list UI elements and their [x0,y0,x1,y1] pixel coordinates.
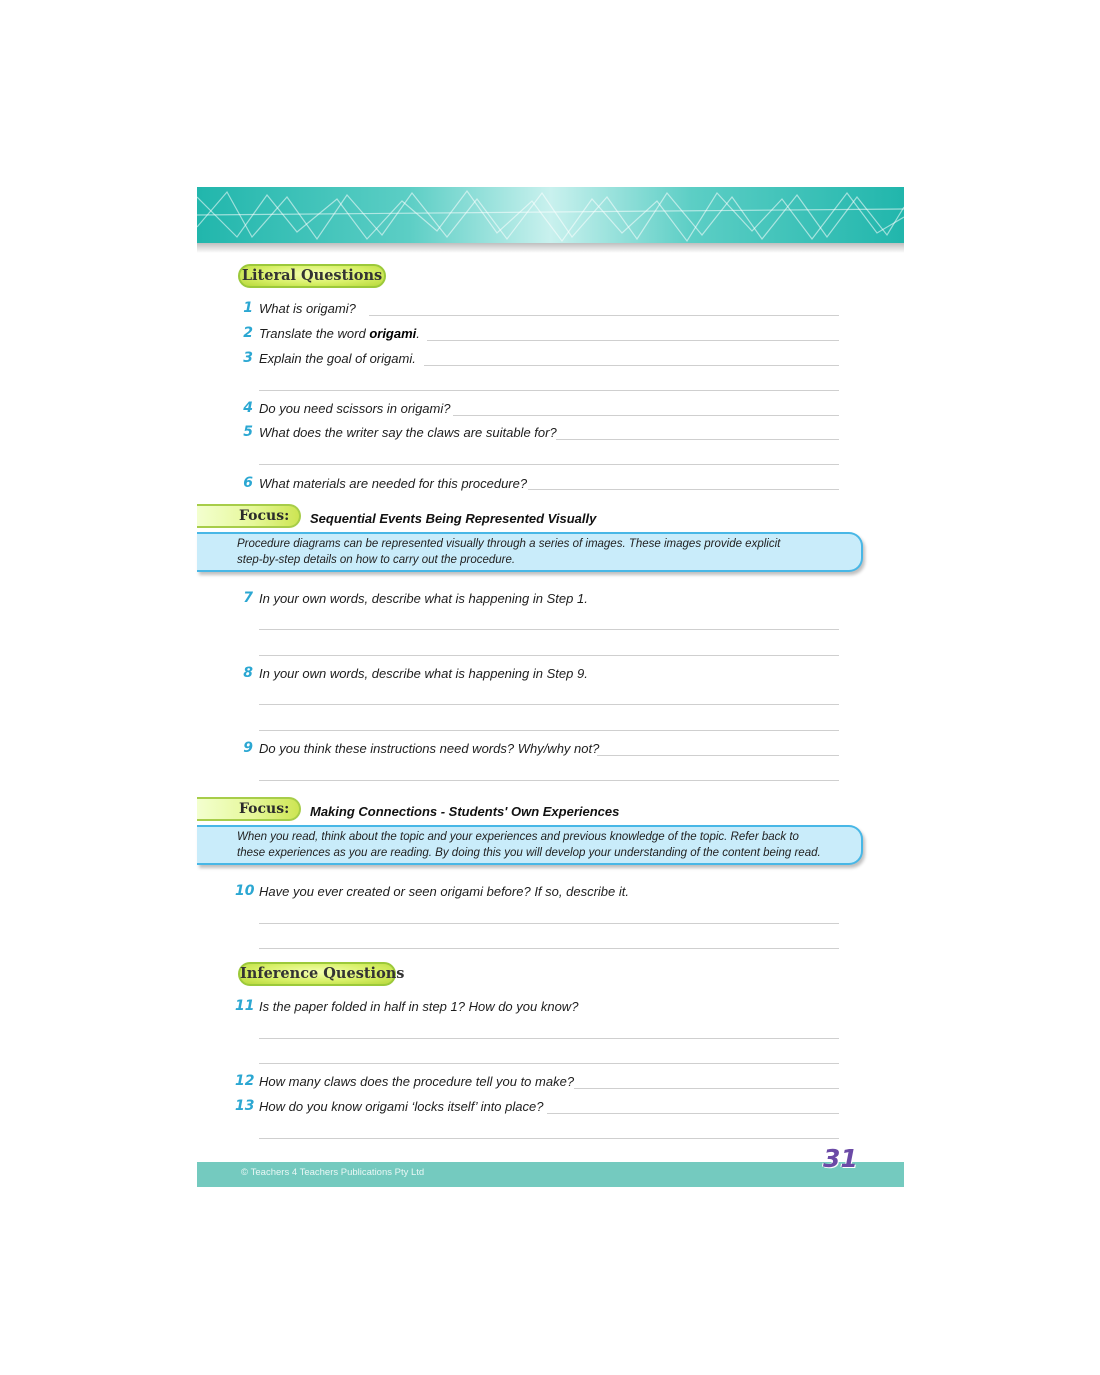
focus-label-2: Focus: [197,797,301,821]
answer-line-7b[interactable] [259,655,839,656]
question-number: 12 [235,1073,255,1089]
answer-line-12[interactable] [574,1088,839,1089]
question-number: 4 [243,400,253,416]
worksheet-page [197,187,904,1187]
answer-line-2[interactable] [427,340,839,341]
question-number: 3 [243,350,253,366]
question-text: What is origami? [259,301,356,316]
answer-line-7a[interactable] [259,629,839,630]
question-text [259,326,420,341]
question-number: 9 [243,740,253,756]
literal-questions-heading: Literal Questions [238,264,386,288]
question-number: 8 [243,665,253,681]
focus-text-2 [237,829,821,861]
question-text-part: Translate the word [259,326,370,341]
focus-box-2 [197,825,863,865]
answer-line-3b[interactable] [259,390,839,391]
answer-line-3a[interactable] [424,365,839,366]
question-text: Have you ever created or seen origami before? If so, describe it. [259,884,629,899]
answer-line-9a[interactable] [597,755,839,756]
question-text: What materials are needed for this procedure? [259,476,528,491]
focus-text-line: step-by-step details on how to carry out the procedure. [237,554,516,566]
answer-line-5a[interactable] [556,439,839,440]
answer-line-4[interactable] [453,415,839,416]
banner-pattern [197,187,904,243]
question-number: 6 [243,475,253,491]
answer-line-13b[interactable] [259,1138,839,1139]
question-text: How do you know origami ‘locks itself’ into place? [259,1099,544,1114]
answer-line-10b[interactable] [259,948,839,949]
footer-bar [197,1162,904,1187]
question-text: How many claws does the procedure tell you to make? [259,1074,575,1089]
answer-line-10a[interactable] [259,923,839,924]
question-text-part: . [416,326,420,341]
question-text: Explain the goal of origami. [259,351,416,366]
question-text: Is the paper folded in half in step 1? How do you know? [259,999,579,1014]
focus-title-2: Making Connections - Students' Own Experiences [310,804,620,819]
question-number: 5 [243,424,253,440]
question-number: 13 [235,1098,255,1114]
inference-questions-heading: Inference Questions [238,962,396,986]
focus-text-line: Procedure diagrams can be represented visually through a series of images. These images provide explicit [237,538,781,550]
answer-line-13a[interactable] [547,1113,839,1114]
copyright-text [241,1167,424,1178]
banner-shadow [197,243,904,253]
answer-line-8b[interactable] [259,730,839,731]
focus-label-1: Focus: [197,504,301,528]
focus-text-1 [237,536,780,568]
focus-text-line: When you read, think about the topic and your experiences and previous knowledge of the topic. Refer back to [237,831,799,843]
answer-line-5b[interactable] [259,464,839,465]
answer-line-1[interactable] [369,315,839,316]
question-number: 1 [243,300,253,316]
answer-line-11b[interactable] [259,1063,839,1064]
copyright-icon: © [241,1167,251,1178]
question-text: What does the writer say the claws are suitable for? [259,425,557,440]
page-number: 31 [823,1144,858,1173]
question-number: 2 [243,325,253,341]
header-banner [197,187,904,243]
question-bold-word: origami [369,326,417,341]
answer-line-9b[interactable] [259,780,839,781]
question-number: 10 [235,883,255,899]
focus-box-1 [197,532,863,572]
answer-line-8a[interactable] [259,704,839,705]
question-text: Do you think these instructions need words? Why/why not? [259,741,600,756]
copyright-label: Teachers 4 Teachers Publications Pty Ltd [250,1167,425,1178]
question-text: In your own words, describe what is happening in Step 9. [259,666,588,681]
focus-text-line: these experiences as you are reading. By doing this you will develop your understanding of the content being read. [237,847,821,859]
answer-line-6[interactable] [528,489,839,490]
answer-line-11a[interactable] [259,1038,839,1039]
question-number: 7 [243,590,253,606]
question-text: In your own words, describe what is happening in Step 1. [259,591,588,606]
question-text: Do you need scissors in origami? [259,401,451,416]
question-number: 11 [235,998,255,1014]
focus-title-1: Sequential Events Being Represented Visually [310,511,597,526]
